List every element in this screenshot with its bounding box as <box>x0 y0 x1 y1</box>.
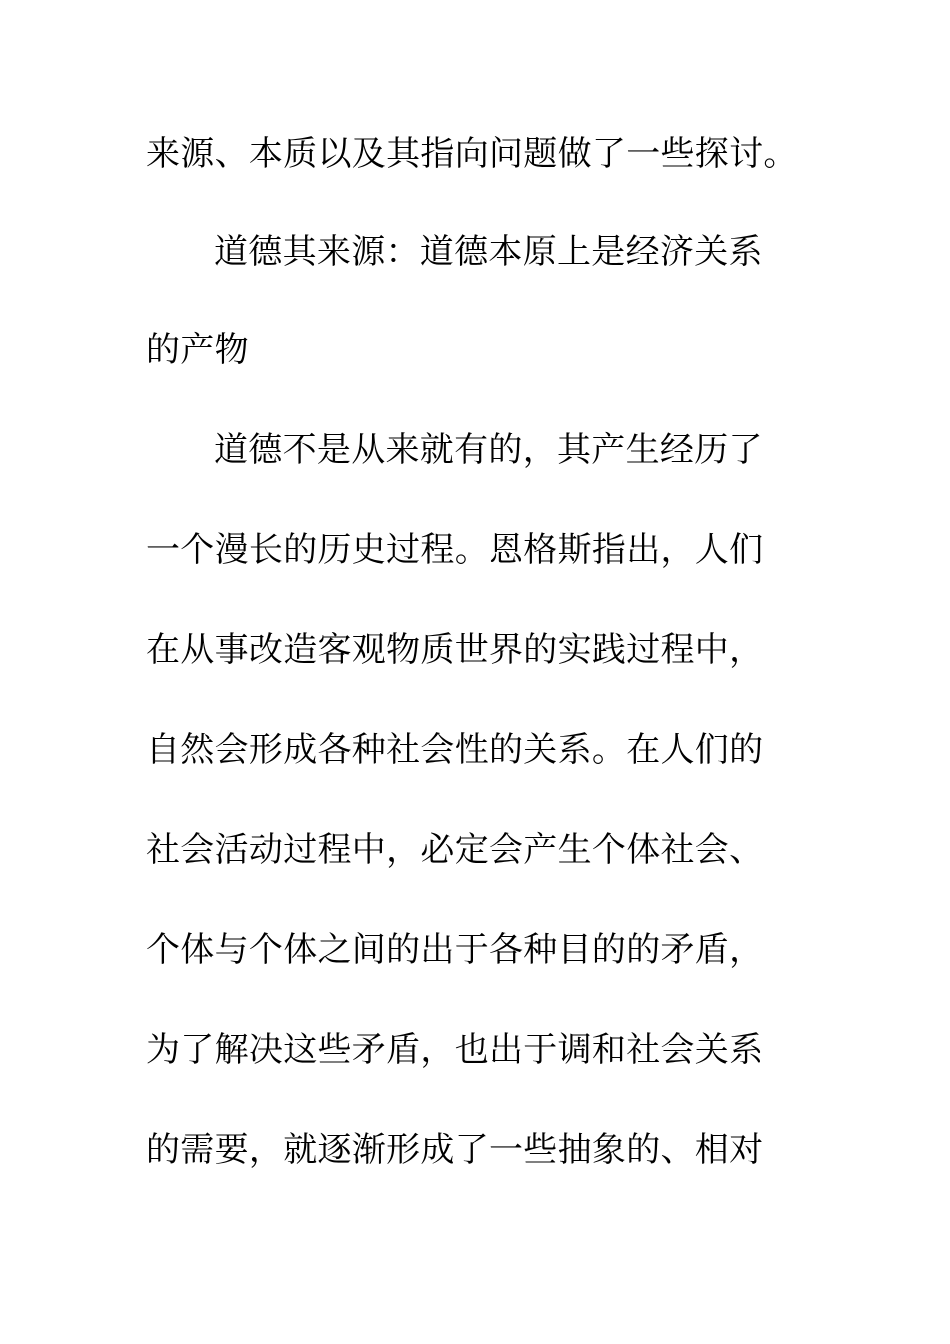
section-heading-line-1: 道德其来源：道德本原上是经济关系 <box>214 232 763 272</box>
paragraph-line-6: 个体与个体之间的出于各种目的的矛盾， <box>146 930 764 970</box>
paragraph-line-8: 的需要，就逐渐形成了一些抽象的、相对 <box>146 1130 764 1170</box>
paragraph-line-3: 在从事改造客观物质世界的实践过程中， <box>146 630 764 670</box>
paragraph-line-7: 为了解决这些矛盾，也出于调和社会关系 <box>146 1030 764 1070</box>
section-heading-line-2: 的产物 <box>146 330 249 370</box>
paragraph-line-4: 自然会形成各种社会性的关系。在人们的 <box>146 730 764 770</box>
paragraph-line-5: 社会活动过程中，必定会产生个体社会、 <box>146 830 764 870</box>
text-line-1: 来源、本质以及其指向问题做了一些探讨。 <box>146 134 798 174</box>
paragraph-line-2: 一个漫长的历史过程。恩格斯指出，人们 <box>146 530 764 570</box>
paragraph-line-1: 道德不是从来就有的，其产生经历了 <box>214 430 763 470</box>
